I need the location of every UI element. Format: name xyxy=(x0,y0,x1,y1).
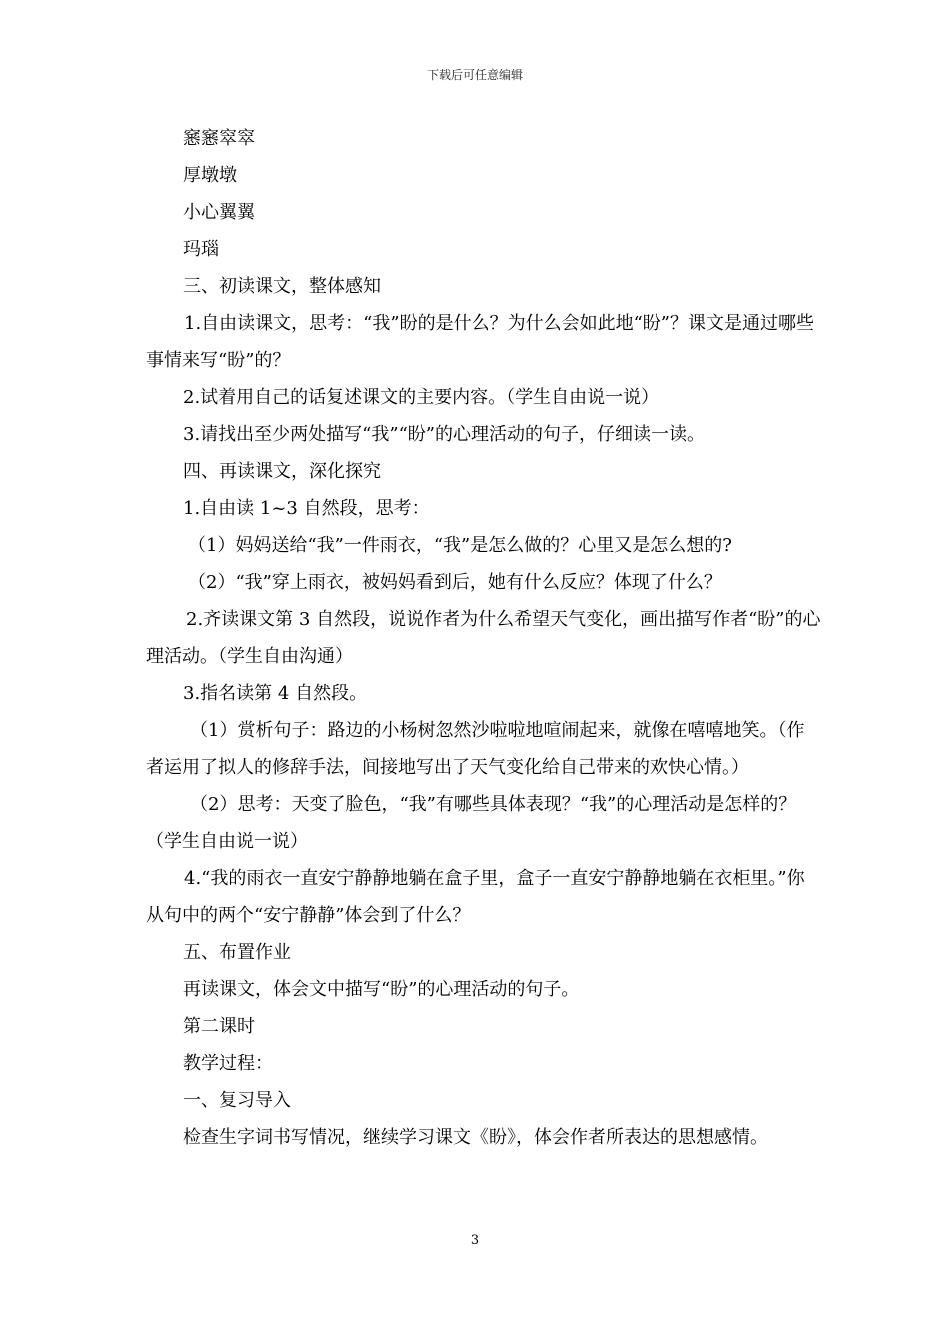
page-header: 下载后可任意编辑 xyxy=(426,68,523,82)
paragraph: 3.请找出至少两处描写“我”“盼”的心理活动的句子，仔细读一读。 xyxy=(183,424,705,445)
section-heading: 四、再读课文，深化探究 xyxy=(183,461,381,482)
paragraph: （2）思考：天变了脸色，“我”有哪些具体表现？“我”的心理活动是怎样的？（学生自由说一说） xyxy=(146,794,797,852)
document-body xyxy=(146,120,822,1156)
paragraph: 4.“我的雨衣一直安宁静静地躺在盒子里，盒子一直安宁静静地躺在衣柜里。”你从句中的两个“安宁静静”体会到了什么？ xyxy=(146,868,805,926)
vocab-item: 小心翼翼 xyxy=(183,202,255,223)
lesson-heading: 第二课时 xyxy=(183,1016,255,1037)
paragraph: 2.试着用自己的话复述课文的主要内容。（学生自由说一说） xyxy=(183,387,660,408)
vocab-item: 厚墩墩 xyxy=(183,165,237,186)
section-heading: 一、复习导入 xyxy=(183,1090,291,1111)
paragraph: （1）妈妈送给“我”一件雨衣，“我”是怎么做的？心里又是怎么想的? xyxy=(188,535,732,556)
vocab-item: 玛瑙 xyxy=(183,239,219,260)
paragraph: （1）赏析句子：路边的小杨树忽然沙啦啦地喧闹起来，就像在嘻嘻地笑。（作者运用了拟人的修辞手法，间接地写出了天气变化给自己带来的欢快心情。） xyxy=(146,720,805,778)
page-number: 3 xyxy=(470,1233,480,1248)
paragraph: 教学过程： xyxy=(183,1053,273,1074)
paragraph: 3.指名读第 4 自然段。 xyxy=(183,683,368,704)
paragraph: 检查生字词书写情况，继续学习课文《盼》，体会作者所表达的思想感情。 xyxy=(183,1127,768,1148)
section-heading: 五、布置作业 xyxy=(183,942,291,963)
paragraph: 1.自由读 1~3 自然段，思考： xyxy=(183,498,430,519)
vocab-item: 窸窸窣窣 xyxy=(183,128,255,149)
section-heading: 三、初读课文，整体感知 xyxy=(183,276,381,297)
paragraph: 1.自由读课文，思考：“我”盼的是什么？为什么会如此地“盼”？课文是通过哪些事情来写“盼”的？ xyxy=(146,313,814,371)
paragraph: 2.齐读课文第 3 自然段，说说作者为什么希望天气变化，画出描写作者“盼”的心理活动。（学生自由沟通） xyxy=(146,609,821,667)
paragraph: 再读课文，体会文中描写“盼”的心理活动的句子。 xyxy=(183,979,580,1000)
paragraph: （2）“我”穿上雨衣，被妈妈看到后，她有什么反应？体现了什么？ xyxy=(188,572,722,593)
